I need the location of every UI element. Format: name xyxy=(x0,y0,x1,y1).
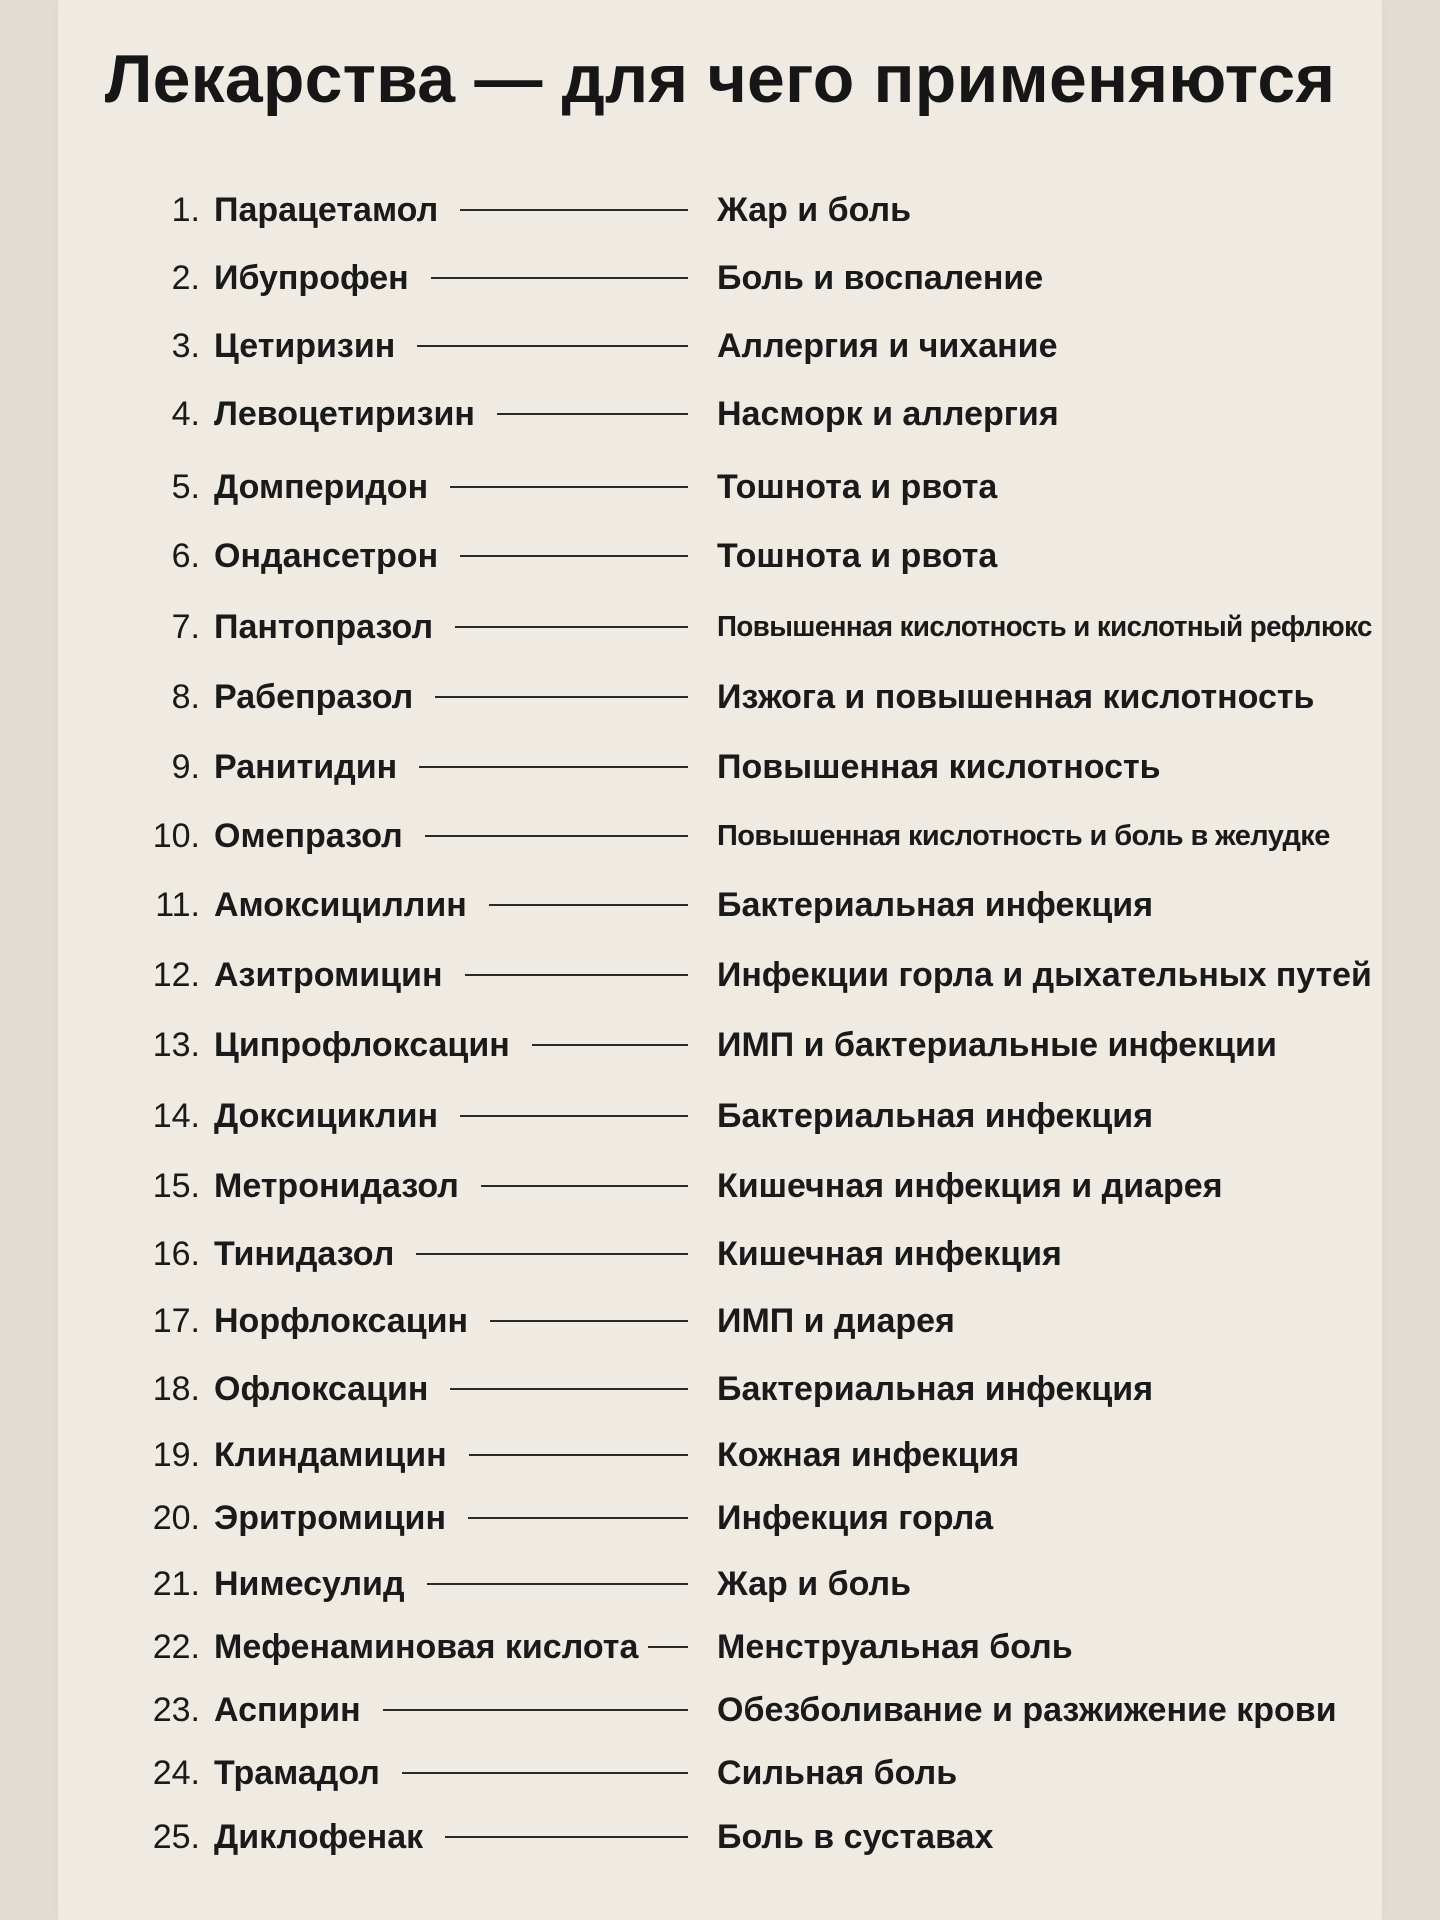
drug-use: ИМП и диарея xyxy=(717,1301,955,1340)
drug-name: Мефенаминовая кислота xyxy=(214,1627,639,1666)
item-number: 9. xyxy=(171,747,200,786)
drug-use: Кишечная инфекция и диарея xyxy=(717,1166,1223,1205)
drug-use: Жар и боль xyxy=(717,1564,912,1603)
connector-line xyxy=(468,1517,688,1519)
drug-name: Омепразол xyxy=(214,816,403,855)
item-number: 15. xyxy=(152,1166,200,1205)
connector-line xyxy=(469,1454,688,1456)
list-item xyxy=(58,883,1382,927)
drug-name: Норфлоксацин xyxy=(214,1301,469,1340)
drug-use: Боль в суставах xyxy=(717,1817,994,1856)
drug-use: Бактериальная инфекция xyxy=(717,1369,1154,1408)
drug-use: Насморк и аллергия xyxy=(717,394,1059,433)
list-item xyxy=(58,605,1382,649)
drug-name: Ранитидин xyxy=(214,747,398,786)
connector-line xyxy=(460,209,688,211)
connector-line xyxy=(425,835,688,837)
list-item xyxy=(58,1815,1382,1859)
item-number: 10. xyxy=(152,816,200,855)
list-item xyxy=(58,256,1382,300)
drug-use: Боль и воспаление xyxy=(717,258,1044,297)
item-number: 3. xyxy=(171,326,200,365)
item-number: 6. xyxy=(171,536,200,575)
item-number: 2. xyxy=(171,258,200,297)
item-number: 17. xyxy=(152,1301,200,1340)
drug-name: Цетиризин xyxy=(214,326,396,365)
drug-name: Амоксициллин xyxy=(214,885,467,924)
list-item xyxy=(58,1562,1382,1606)
item-number: 13. xyxy=(152,1025,200,1064)
item-number: 19. xyxy=(152,1435,200,1474)
drug-use: Жар и боль xyxy=(717,190,912,229)
item-number: 14. xyxy=(152,1096,200,1135)
page-title: Лекарства — для чего применяются xyxy=(104,41,1336,117)
connector-line xyxy=(450,486,688,488)
drug-use: Менструальная боль xyxy=(717,1627,1073,1666)
list-item xyxy=(58,534,1382,578)
drug-name: Левоцетиризин xyxy=(214,394,475,433)
item-number: 18. xyxy=(152,1369,200,1408)
drug-name: Метронидазол xyxy=(214,1166,459,1205)
list-item xyxy=(58,1094,1382,1138)
connector-line xyxy=(417,345,688,347)
list-item xyxy=(58,324,1382,368)
connector-line xyxy=(383,1709,688,1711)
connector-line xyxy=(497,413,688,415)
connector-line xyxy=(455,626,688,628)
connector-line xyxy=(481,1185,688,1187)
item-number: 8. xyxy=(171,677,200,716)
item-number: 7. xyxy=(171,607,200,646)
item-number: 23. xyxy=(152,1690,200,1729)
drug-use: Тошнота и рвота xyxy=(717,536,998,575)
drug-name: Клиндамицин xyxy=(214,1435,447,1474)
list-item xyxy=(58,1688,1382,1732)
drug-use: Бактериальная инфекция xyxy=(717,1096,1154,1135)
list-item xyxy=(58,1433,1382,1477)
document-page xyxy=(58,0,1382,1920)
drug-name: Пантопразол xyxy=(214,607,434,646)
item-number: 4. xyxy=(171,394,200,433)
list-item xyxy=(58,1625,1382,1669)
drug-use: Повышенная кислотность и боль в желудке xyxy=(717,819,1330,852)
drug-name: Нимесулид xyxy=(214,1564,405,1603)
drug-use: Бактериальная инфекция xyxy=(717,885,1154,924)
list-item xyxy=(58,953,1382,997)
connector-line xyxy=(435,696,688,698)
list-item xyxy=(58,814,1382,858)
connector-line xyxy=(445,1836,688,1838)
item-number: 25. xyxy=(152,1817,200,1856)
connector-line xyxy=(465,974,688,976)
list-item xyxy=(58,392,1382,436)
list-item xyxy=(58,1496,1382,1540)
item-number: 24. xyxy=(152,1753,200,1792)
connector-line xyxy=(431,277,688,279)
drug-name: Трамадол xyxy=(214,1753,380,1792)
item-number: 16. xyxy=(152,1234,200,1273)
list-item xyxy=(58,1299,1382,1343)
drug-use: Повышенная кислотность и кислотный рефлюкс xyxy=(717,610,1372,643)
drug-name: Ибупрофен xyxy=(214,258,409,297)
drug-use: Повышенная кислотность xyxy=(717,747,1161,786)
list-item xyxy=(58,188,1382,232)
drug-name: Ондансетрон xyxy=(214,536,439,575)
list-item xyxy=(58,1232,1382,1276)
item-number: 20. xyxy=(152,1498,200,1537)
item-number: 21. xyxy=(152,1564,200,1603)
connector-line xyxy=(489,904,688,906)
drug-name: Тинидазол xyxy=(214,1234,395,1273)
list-item xyxy=(58,1164,1382,1208)
connector-line xyxy=(416,1253,688,1255)
connector-line xyxy=(490,1320,688,1322)
item-number: 11. xyxy=(155,885,200,924)
item-number: 1. xyxy=(171,190,200,229)
connector-line xyxy=(419,766,688,768)
drug-name: Офлоксацин xyxy=(214,1369,429,1408)
connector-line xyxy=(648,1646,688,1648)
drug-name: Доксициклин xyxy=(214,1096,439,1135)
connector-line xyxy=(402,1772,688,1774)
drug-use: Кишечная инфекция xyxy=(717,1234,1062,1273)
drug-use: Аллергия и чихание xyxy=(717,326,1058,365)
drug-use: Обезболивание и разжижение крови xyxy=(717,1690,1337,1729)
list-item xyxy=(58,745,1382,789)
drug-use: Кожная инфекция xyxy=(717,1435,1020,1474)
item-number: 12. xyxy=(152,955,200,994)
drug-name: Эритромицин xyxy=(214,1498,446,1537)
connector-line xyxy=(427,1583,688,1585)
drug-name: Домперидон xyxy=(214,467,429,506)
drug-use: Инфекции горла и дыхательных путей xyxy=(717,955,1372,994)
list-item xyxy=(58,465,1382,509)
connector-line xyxy=(532,1044,688,1046)
list-item xyxy=(58,1751,1382,1795)
drug-name: Диклофенак xyxy=(214,1817,424,1856)
list-item xyxy=(58,1023,1382,1067)
connector-line xyxy=(460,1115,688,1117)
drug-use: Инфекция горла xyxy=(717,1498,994,1537)
drug-name: Парацетамол xyxy=(214,190,439,229)
drug-use: ИМП и бактериальные инфекции xyxy=(717,1025,1277,1064)
drug-name: Азитромицин xyxy=(214,955,443,994)
item-number: 5. xyxy=(171,467,200,506)
drug-use: Тошнота и рвота xyxy=(717,467,998,506)
item-number: 22. xyxy=(152,1627,200,1666)
drug-use: Изжога и повышенная кислотность xyxy=(717,677,1315,716)
drug-name: Ципрофлоксацин xyxy=(214,1025,510,1064)
list-item xyxy=(58,1367,1382,1411)
list-item xyxy=(58,675,1382,719)
medication-list xyxy=(58,0,1382,1920)
connector-line xyxy=(450,1388,688,1390)
drug-use: Сильная боль xyxy=(717,1753,958,1792)
drug-name: Рабепразол xyxy=(214,677,414,716)
connector-line xyxy=(460,555,688,557)
drug-name: Аспирин xyxy=(214,1690,361,1729)
